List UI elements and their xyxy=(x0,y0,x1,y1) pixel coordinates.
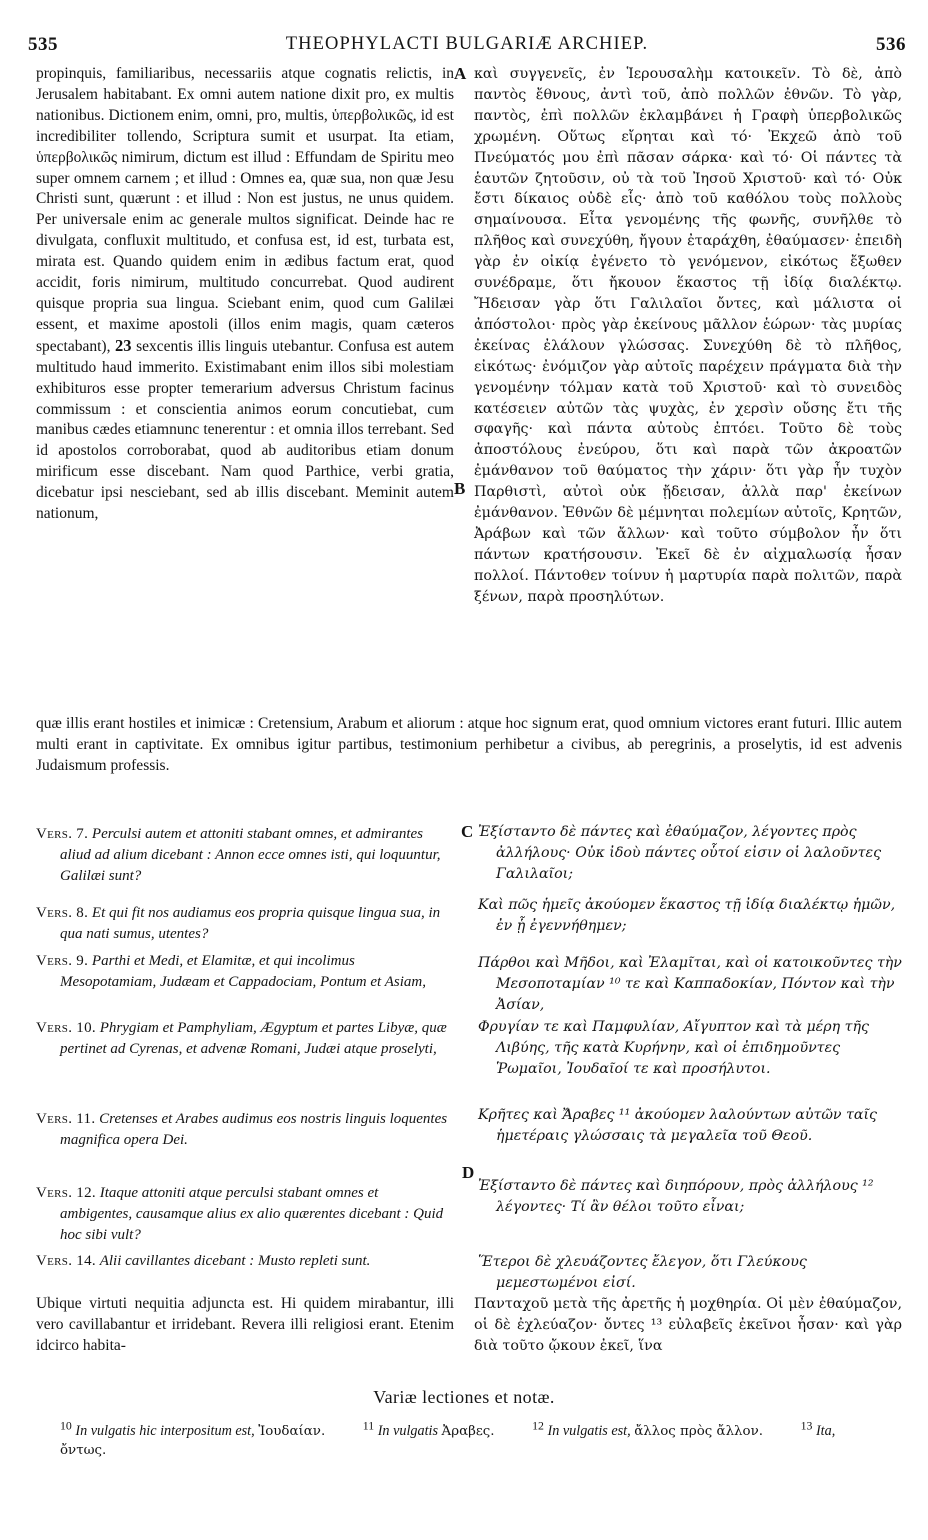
latin-verse-7 xyxy=(36,824,454,887)
latin-verse-11 xyxy=(36,1109,454,1151)
greek-verse-8: Καὶ πῶς ἡμεῖς ἀκούομεν ἕκαστος τῇ ἰδίᾳ διαλέκτῳ ἡμῶν, ἐν ᾗ ἐγεννήθημεν; xyxy=(478,897,896,934)
full-width-text: quæ illis erant hostiles et inimicæ : Cretensium, Arabum et aliorum : atque hoc signum erat, quod omnium victores erant futuri. Illic autem multi erant in captivitate. Ex omnibus igitur partibus, testimonium perhibetur a civibus, ab peregrinis, a proselytis, id est advenis Judaismum professis. xyxy=(36,715,902,774)
section-marker-a: A xyxy=(454,64,467,83)
note-greek: Ἰουδαίαν. xyxy=(258,1423,326,1439)
verse-text: Parthi et Medi, et Elamitæ, et qui incolimus Mesopotamiam, Judæam et Cappadociam, Pontum et Asiam, xyxy=(60,953,426,990)
note-latin: In vulgatis hic interpositum est, xyxy=(75,1422,255,1439)
note-greek: ἄλλος πρὸς ἄλλον. xyxy=(634,1423,764,1439)
latin-commentary-bottom: Ubique virtuti nequitia adjuncta est. Hi quidem mirabantur, illi vero cavillabantur et irridebant. Revera illi religiosi erant. Etenim idcirco habita- xyxy=(36,1295,454,1354)
note-10 xyxy=(60,1418,329,1439)
greek-verse-14: Ἕτεροι δὲ χλευάζοντες ἔλεγον, ὅτι Γλεύκους μεμεστωμένοι εἰσί. xyxy=(478,1254,807,1291)
verse-text: Phrygiam et Pamphyliam, Ægyptum et partes Libyæ, quæ pertinet ad Cyrenas, et advenæ Romani, Judæi atque proselyti, xyxy=(60,1020,447,1057)
note-number: 11 xyxy=(362,1418,375,1432)
latin-verse-10 xyxy=(36,1018,454,1060)
section-marker-d: D xyxy=(462,1163,475,1182)
greek-verse-10: Φρυγίαν τε καὶ Παμφυλίαν, Αἴγυπτον καὶ τὰ μέρη τῆς Λιβύης, τῆς κατὰ Κυρήνην, καὶ οἱ ἐπιδημοῦντες Ῥωμαῖοι, Ἰουδαῖοί τε καὶ προσήλυτοι. xyxy=(478,1019,869,1077)
greek-verse-12: Ἐξίσταντο δὲ πάντες καὶ διηπόρουν, πρὸς ἀλλήλους ¹² λέγοντες· Τί ἂν θέλοι τοῦτο εἶναι; xyxy=(478,1178,874,1215)
note-number: 10 xyxy=(60,1418,72,1432)
latin-commentary-text xyxy=(36,64,454,525)
latin-commentary-column xyxy=(36,64,454,525)
full-width-commentary xyxy=(36,714,902,777)
note-latin: In vulgatis xyxy=(377,1422,438,1439)
verse-number: Vers. 9. xyxy=(36,953,89,969)
section-marker-b: B xyxy=(454,479,466,498)
latin-commentary-part-1: propinquis, familiaribus, necessariis atque cognatis relictis, in Jerusalem habitabant. Ex omni autem natione dixit pro, ex multis nationibus. Dictionem enim, omni, pro, multis, ὑπερβολικῶς, id est incredibiliter tollendo, Scriptura sumit et usurpat. Ita etiam, ὑπερβολικῶς nimirum, dictum est illud : Effundam de Spiritu meo super omnem carnem ; et illud : Omnes ea, quæ sua, non quæ Jesu Christi sunt, quærunt : et illud : Non est justus, ne unus quidem. Per universale enim ac generale multos significat. Deinde hac re divulgata, confluxit multitudo, et confusa est, id est, turbata est, mirata est. Quando quidem enim in ædibus factum erat, quod accidit, foris nimirum, multitudo concurrebat. Quod audirent quisque propria sua lingua. Sciebant enim, quod cum Galilæi essent, et maxime apostoli (illos enim magis, quam cæteros spectabant), xyxy=(36,65,454,355)
greek-verse-7: Ἐξίσταντο δὲ πάντες καὶ ἐθαύμαζον, λέγοντες πρὸς ἀλλήλους· Οὐκ ἰδοὺ πάντες οὗτοί εἰσιν οἱ λαλοῦντες Γαλιλαῖοι; xyxy=(478,824,882,882)
greek-commentary-bottom: Πανταχοῦ μετὰ τῆς ἀρετῆς ἡ μοχθηρία. Οἱ μὲν ἐθαύμαζον, οἱ δὲ ἐχλεύαζον· ὄντες ¹³ εὐλαβεῖς ἐκεῖνοι ἦσαν· καὶ γὰρ διὰ τοῦτο ᾤκουν ἐκεῖ, ἵνα xyxy=(474,1296,902,1354)
note-latin: In vulgatis est, xyxy=(547,1422,631,1439)
note-latin: Ita, xyxy=(815,1422,836,1439)
note-number: 13 xyxy=(800,1418,813,1432)
verse-text: Cretenses et Arabes audimus eos nostris linguis loquentes magnifica opera Dei. xyxy=(60,1111,448,1148)
verse-number: Vers. 11. xyxy=(36,1111,96,1127)
verse-number: Vers. 7. xyxy=(36,826,89,842)
running-title: THEOPHYLACTI BULGARIÆ ARCHIEP. xyxy=(285,34,649,54)
greek-commentary-column xyxy=(474,64,902,608)
running-head xyxy=(28,34,906,56)
latin-commentary-part-2: sexcentis illis linguis utebantur. Confusa est autem multitudo haud immerito. Existimabant enim illos sibi molestiam exhibituros esse propter temerarium adversus Christum facinus commissum : et conscientia animos eorum concutiebat, cum manibus cædes etiamnunc tenerentur : et omnia illos terrebant. Sed id apostolos corroborabat, quod ab auditoribus etiam donum mirificum esse discebant. Nam quod Parthice, verbi gratia, dicebatur ipsi nesciebant, sed ab illis discebant. Meminit autem nationum, xyxy=(36,337,454,523)
verse-number: Vers. 12. xyxy=(36,1185,96,1201)
verse-number: Vers. 8. xyxy=(36,905,89,921)
latin-verse-14 xyxy=(36,1251,454,1272)
page-number-left: 535 xyxy=(28,34,58,55)
latin-verse-12 xyxy=(36,1183,454,1246)
latin-verse-8 xyxy=(36,903,454,945)
greek-verse-9: Πάρθοι καὶ Μῆδοι, καὶ Ἐλαμῖται, καὶ οἱ κατοικοῦντες τὴν Μεσοποταμίαν ¹⁰ τε καὶ Καππαδοκίαν, Πόντον καὶ τὴν Ἀσίαν, xyxy=(478,955,902,1013)
note-11 xyxy=(362,1418,498,1439)
page-number-right: 536 xyxy=(876,34,906,55)
verse-text: Itaque attoniti atque perculsi stabant omnes et ambigentes, causamque alius ex alio quærentes dicebant : Quid hoc sibi vult? xyxy=(60,1185,444,1243)
note-number: 12 xyxy=(532,1418,544,1432)
greek-verse-11: Κρῆτες καὶ Ἄραβες ¹¹ ἀκούομεν λαλούντων αὐτῶν ταῖς ἡμετέραις γλώσσαις τὰ μεγαλεῖα τοῦ Θεοῦ. xyxy=(478,1107,877,1144)
greek-commentary-text: καὶ συγγενεῖς, ἐν Ἱερουσαλὴμ κατοικεῖν. Τὸ δὲ, ἀπὸ παντὸς ἔθνους, ἀντὶ τοῦ, ἀπὸ πολλῶν ἐθνῶν. Τὸ γὰρ, παντὸς, ἐπὶ πολλῶν ἐκλαμβάνει ἡ Γραφὴ ὑπερβολικῶς χρωμένη. Οὕτως εἴρηται καὶ τό· Ἐκχεῶ ἀπὸ τοῦ Πνεύματός μου ἐπὶ πᾶσαν σάρκα· καὶ τό· Οἱ πάντες τὰ ἑαυτῶν ζητοῦσιν, οὐ τὰ τοῦ Ἰησοῦ Χριστοῦ· καὶ τό· Οὐκ ἔστι δίκαιος οὐδὲ εἷς· ἀπὸ τοῦ καθόλου τοὺς πολλοὺς σημαίνουσα. Εἶτα γενομένης τῆς φωνῆς, συνῆλθε τὸ πλῆθος καὶ συνεχύθη, ἤγουν ἐταράχθη, ἐθαύμασεν· ἐπειδὴ γὰρ ἐν οἰκίᾳ ἐγένετο τὸ γενόμενον, εἰκότως ἔξωθεν συνέδραμε, ὅτι ἤκουον ἕκαστος τῇ ἰδίᾳ διαλέκτῳ. Ἤδεισαν γὰρ ὅτι Γαλιλαῖοι ὄντες, καὶ μάλιστα οἱ ἀπόστολοι· πρὸς γὰρ ἐκείνους μᾶλλον ἑώρων· τὰς μυρίας ἐκείνας ἐλάλουν γλώσσας. Συνεχύθη δὲ τὸ πλῆθος, εἰκότως· ἐνόμιζον γὰρ αὐτοῖς παρέχειν πράγματα διὰ τὴν γενομένην τόλμαν κατὰ τοῦ Χριστοῦ· καὶ τὸ συνειδὸς κατέσειεν αὐτῶν τὰς ψυχὰς, ἐν χερσὶν οὔσης ἔτι τῆς σφαγῆς· καὶ πάντα αὐτοὺς ἐπτόει. Τοῦτο δὲ τοὺς ἀποστόλους ἐνεύρου, ὅτι καὶ παρὰ τῶν ἀκροατῶν ἐμάνθανον τοῦ θαύματος τὴν χάριν· ὅτι γὰρ ἦν τυχὸν Παρθιστὶ, αὐτοὶ οὐκ ᾔδεισαν, ἀλλὰ παρ' ἐκείνων ἐμάνθανον. Ἐθνῶν δὲ μέμνηται πολεμίων αὐτοῖς, Κρητῶν, Ἀράβων καὶ τῶν ἄλλων· καὶ τοῦτο σύμβολον ἦν ὅτι πάντων κρατήσουσιν. Ἐκεῖ δὲ ἐν αἰχμαλωσίᾳ ἦσαν πολλοί. Πάντοθεν τοίνυν ἡ μαρτυρία παρὰ πολιτῶν, παρὰ ξένων, παρὰ προσηλύτων. xyxy=(474,66,902,605)
verse-text: Perculsi autem et attoniti stabant omnes, et admirantes aliud ad alium dicebant : Annon ecce omnes isti, qui loquuntur, Galilæi sunt? xyxy=(60,826,441,884)
verse-text: Alii cavillantes dicebant : Musto repleti sunt. xyxy=(99,1253,371,1269)
verse-number: Vers. 14. xyxy=(36,1253,96,1269)
notes-heading: Variæ lectiones et notæ. xyxy=(373,1387,555,1407)
variant-readings xyxy=(60,1416,902,1461)
note-greek: ὄντως. xyxy=(60,1443,107,1459)
note-12 xyxy=(532,1418,766,1439)
column-number-marker: 23 xyxy=(115,335,132,355)
section-marker-c: C xyxy=(461,822,474,841)
note-greek: Ἀραβες. xyxy=(441,1423,495,1439)
verse-text: Et qui fit nos audiamus eos propria quisque lingua sua, in qua nati sumus, utentes? xyxy=(60,905,441,942)
latin-verse-9 xyxy=(36,951,454,993)
verse-number: Vers. 10. xyxy=(36,1020,96,1036)
